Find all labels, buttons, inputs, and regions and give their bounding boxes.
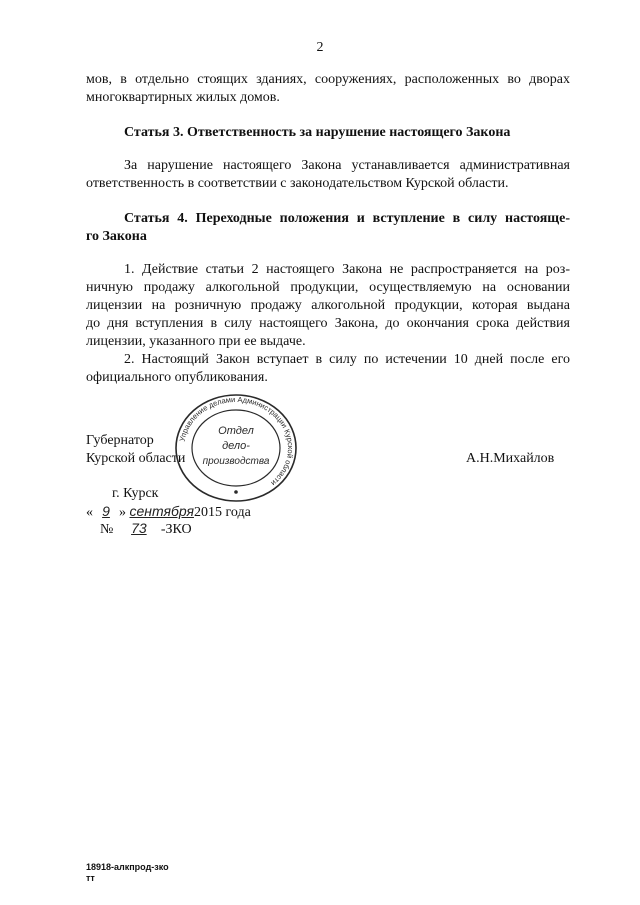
article4-p2-line-1: 2. Настоящий Закон вступает в силу по истечении 10 дней после его: [124, 352, 570, 367]
date-year-suffix: года: [225, 505, 251, 520]
stamp-inner-ring: [192, 410, 280, 486]
stamp-inner-line-1: Отдел: [218, 425, 254, 437]
enactment-number: [100, 520, 192, 538]
article4-p2-line-2: официального опубликования.: [86, 370, 268, 385]
signature-position-line-2: Курской области: [86, 451, 186, 466]
signature-position-line-1: Губернатор: [86, 433, 154, 448]
date-year: 2015: [193, 505, 222, 520]
official-stamp: [172, 392, 300, 504]
stamp-dot: [234, 490, 238, 494]
footer-code: 18918-алкпрод-зко: [86, 862, 169, 872]
article4-p1-line-3: лицензии на розничную продажу алкогольной продукции, которая выдана: [86, 298, 570, 313]
footer-initials: тт: [86, 873, 95, 883]
article4-p1-line-4: до дня вступления в силу настоящего Закона, до окончания срока действия: [86, 316, 570, 331]
stamp-ring-text: Управление делами Администрации Курской области: [177, 394, 296, 488]
article3-line-2: ответственность в соответствии с законодательством Курской области.: [86, 176, 509, 191]
stamp-outer-ring: [176, 395, 296, 501]
article3-heading: Статья 3. Ответственность за нарушение настоящего Закона: [124, 125, 511, 140]
date-open-quote: «: [86, 505, 93, 520]
article4-p1-line-5: лицензии, указанного при ее выдаче.: [86, 334, 306, 349]
article4-p1-line-2: ничную продажу алкогольной продукции, осуществляемую на основании: [86, 280, 570, 295]
page-number: 2: [316, 40, 324, 55]
intro-line-1: мов, в отдельно стоящих зданиях, сооружениях, расположенных во дворах: [86, 72, 570, 87]
intro-line-2: многоквартирных жилых домов.: [86, 90, 280, 105]
date-month: сентября: [129, 503, 194, 519]
enactment-city: г. Курск: [112, 486, 159, 501]
article4-p1-line-1: 1. Действие статьи 2 настоящего Закона не распространяется на роз-: [124, 262, 570, 277]
stamp-inner-line-3: производства: [202, 456, 270, 467]
number-value: 73: [131, 520, 147, 536]
article3-line-1: За нарушение настоящего Закона устанавливается административная: [124, 158, 570, 173]
article4-heading-line-1: Статья 4. Переходные положения и вступление в силу настояще-: [124, 211, 570, 226]
signature-name: А.Н.Михайлов: [466, 451, 555, 466]
article4-heading-line-2: го Закона: [86, 229, 147, 244]
stamp-inner-line-2: дело-: [222, 440, 250, 452]
date-day: 9: [102, 503, 110, 519]
date-close-quote: »: [119, 505, 126, 520]
enactment-date: [86, 503, 251, 521]
number-prefix: №: [100, 522, 114, 537]
number-suffix: -ЗКО: [160, 522, 192, 537]
